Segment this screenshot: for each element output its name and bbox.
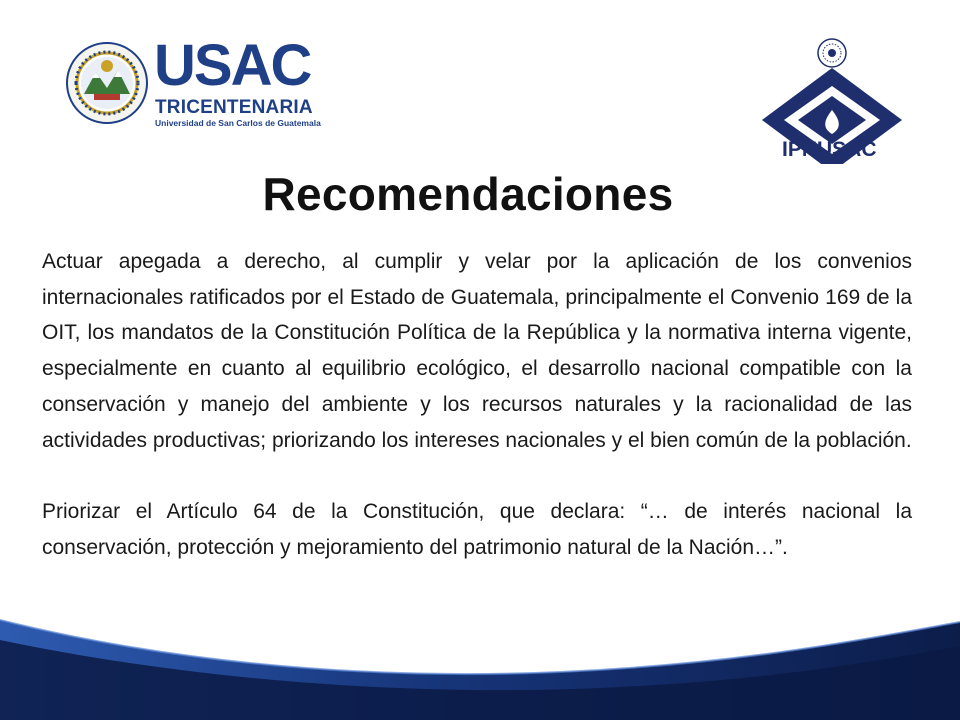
usac-seal-icon: [66, 42, 148, 124]
ipnusac-logo-text: IPNUSAC: [782, 138, 877, 161]
usac-logo-tagline: TRICENTENARIA: [155, 97, 313, 118]
ipnusac-logo: [752, 38, 912, 168]
slide-body: [42, 244, 912, 565]
usac-logo-wordmark: USAC: [154, 33, 311, 98]
recommendation-paragraph: Priorizar el Artículo 64 de la Constitución, que declara: “… de interés nacional la conservación, protección y mejoramiento del patrimonio natural de la Nación…”.: [42, 499, 912, 559]
recommendation-paragraph: Actuar apegada a derecho, al cumplir y velar por la aplicación de los convenios internacionales ratificados por el Estado de Guatemala, principalmente el Convenio 169 de la OIT, los mandatos de la Constitución Política de la República y la normativa interna vigente, especialmente en cuanto al equilibrio ecológico, el desarrollo nacional compatible con la conservación y manejo del ambiente y los recursos naturales y la racionalidad de las actividades productivas; priorizando los intereses nacionales y el bien común de la población.: [42, 250, 912, 452]
slide-title: Recomendaciones: [262, 168, 674, 220]
usac-logo: [66, 33, 321, 130]
usac-logo-subtitle: Universidad de San Carlos de Guatemala: [155, 118, 321, 128]
bottom-wave-decoration: [0, 560, 960, 720]
